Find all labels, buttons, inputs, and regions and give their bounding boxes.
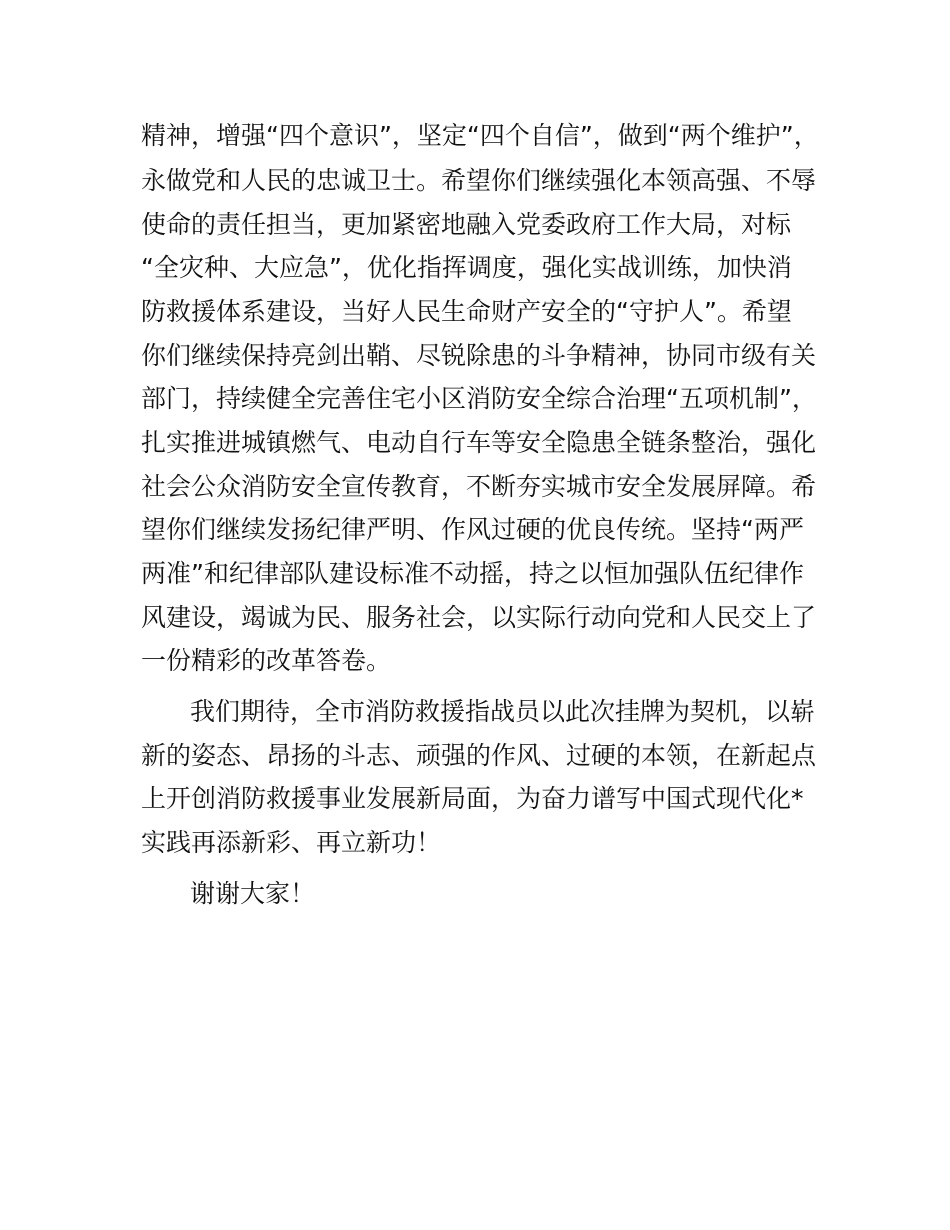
text-line: 风建设，竭诚为民、服务社会，以实际行动向党和人民交上了 bbox=[141, 603, 817, 632]
text-line: 新的姿态、昂扬的斗志、顽强的作风、过硬的本领，在新起点 bbox=[141, 741, 817, 770]
text-line: 上开创消防救援事业发展新局面，为奋力谱写中国式现代化* bbox=[141, 784, 804, 813]
text-line: “全灾种、大应急”，优化指挥调度，强化实战训练，加快消 bbox=[141, 253, 792, 282]
text-line: 我们期待，全市消防救援指战员以此次挂牌为契机，以崭 bbox=[190, 697, 816, 726]
text-line: 社会公众消防安全宣传教育，不断夯实城市安全发展屏障。希 bbox=[141, 472, 817, 501]
text-line: 防救援体系建设，当好人民生命财产安全的“守护人”。希望 bbox=[141, 297, 792, 326]
text-line: 精神，增强“四个意识”，坚定“四个自信”，做到“两个维护”， bbox=[141, 121, 819, 150]
text-line: 两准”和纪律部队建设标准不动摇，持之以恒加强队伍纪律作 bbox=[141, 559, 804, 588]
text-line: 望你们继续发扬纪律严明、作风过硬的优良传统。坚持“两严 bbox=[141, 515, 804, 544]
text-line: 你们继续保持亮剑出鞘、尽锐除患的斗争精神，协同市级有关 bbox=[141, 341, 817, 370]
text-line: 一份精彩的改革答卷。 bbox=[141, 646, 392, 675]
text-line: 实践再添新彩、再立新功！ bbox=[141, 828, 442, 857]
text-line: 部门，持续健全完善住宅小区消防安全综合治理“五项机制”， bbox=[141, 384, 817, 413]
text-line: 扎实推进城镇燃气、电动自行车等安全隐患全链条整治，强化 bbox=[141, 428, 817, 457]
text-line: 永做党和人民的忠诚卫士。希望你们继续强化本领高强、不辱 bbox=[141, 166, 817, 195]
closing-line: 谢谢大家！ bbox=[190, 879, 316, 908]
text-line: 使命的责任担当，更加紧密地融入党委政府工作大局，对标 bbox=[141, 210, 792, 239]
